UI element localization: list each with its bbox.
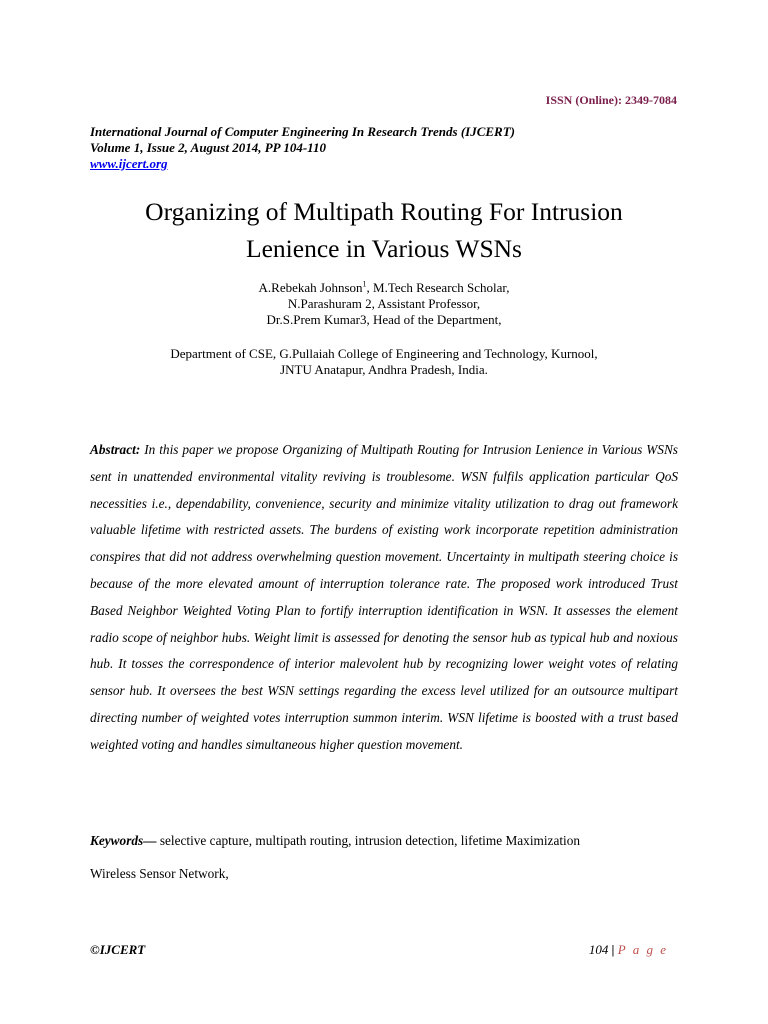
keywords-line-2: Wireless Sensor Network, [90, 866, 229, 881]
footer-copyright: ©IJCERT [90, 942, 146, 957]
footer-page [589, 942, 668, 958]
affiliation [60, 346, 708, 378]
author-2: N.Parashuram 2, Assistant Professor, [287, 296, 481, 311]
author-1 [60, 280, 708, 296]
affiliation-line-2: JNTU Anatapur, Andhra Pradesh, India. [280, 362, 488, 377]
journal-name: International Journal of Computer Engineering In Research Trends (IJCERT) [90, 124, 515, 139]
abstract-text: In this paper we propose Organizing of Multipath Routing for Intrusion Lenience in Various WSNs sent in unattended environmental vitality reviving is troublesome. WSN fulfils application particular QoS necessities i.e., dependability, convenience, security and minimize vitality utilization to drag out framework valuable lifetime with restricted assets. The burdens of existing work incorporate repetition administration conspires that did not address overwhelming question movement. Uncertainty in multipath steering choice is because of the more elevated amount of interruption tolerance rate. The proposed work introduced Trust Based Neighbor Weighted Voting Plan to fortify interruption identification in WSN. It assesses the element radio scope of neighbor hubs. Weight limit is assessed for denoting the sensor hub as typical hub and noxious hub. It tosses the correspondence of interior malevolent hub by recognizing lower weight votes of relating sensor hub. It oversees the best WSN settings regarding the excess level utilized for an outsource multipart directing number of weighted votes interruption summon interim. WSN lifetime is boosted with a trust based weighted voting and handles simultaneous higher question movement. [90, 442, 678, 752]
author-1-name: A.Rebekah Johnson [258, 280, 363, 295]
keywords-label: Keywords— [90, 833, 157, 848]
page-separator: | [611, 942, 615, 957]
abstract [90, 437, 678, 759]
title-line-2: Lenience in Various WSNs [246, 234, 522, 263]
author-1-role: , M.Tech Research Scholar, [366, 280, 510, 295]
affiliation-line-1: Department of CSE, G.Pullaiah College of Engineering and Technology, Kurnool, [170, 346, 598, 361]
paper-title [60, 193, 708, 267]
page-number: 104 [588, 942, 609, 957]
author-1-superscript: 1 [362, 279, 367, 289]
abstract-label: Abstract [90, 442, 136, 457]
journal-volume: Volume 1, Issue 2, August 2014, PP 104-110 [90, 140, 326, 155]
author-3: Dr.S.Prem Kumar3, Head of the Department, [266, 312, 502, 327]
journal-website-link[interactable]: www.ijcert.org [90, 156, 168, 171]
abstract-separator: : [135, 442, 145, 457]
issn-label: ISSN (Online): 2349-7084 [545, 93, 677, 107]
journal-info [90, 124, 690, 172]
title-line-1: Organizing of Multipath Routing For Intrusion [145, 197, 623, 226]
page-label: P a g e [617, 942, 668, 957]
keywords-text: selective capture, multipath routing, intrusion detection, lifetime Maximization [156, 833, 581, 848]
author-list [60, 280, 708, 328]
keywords [90, 824, 690, 890]
